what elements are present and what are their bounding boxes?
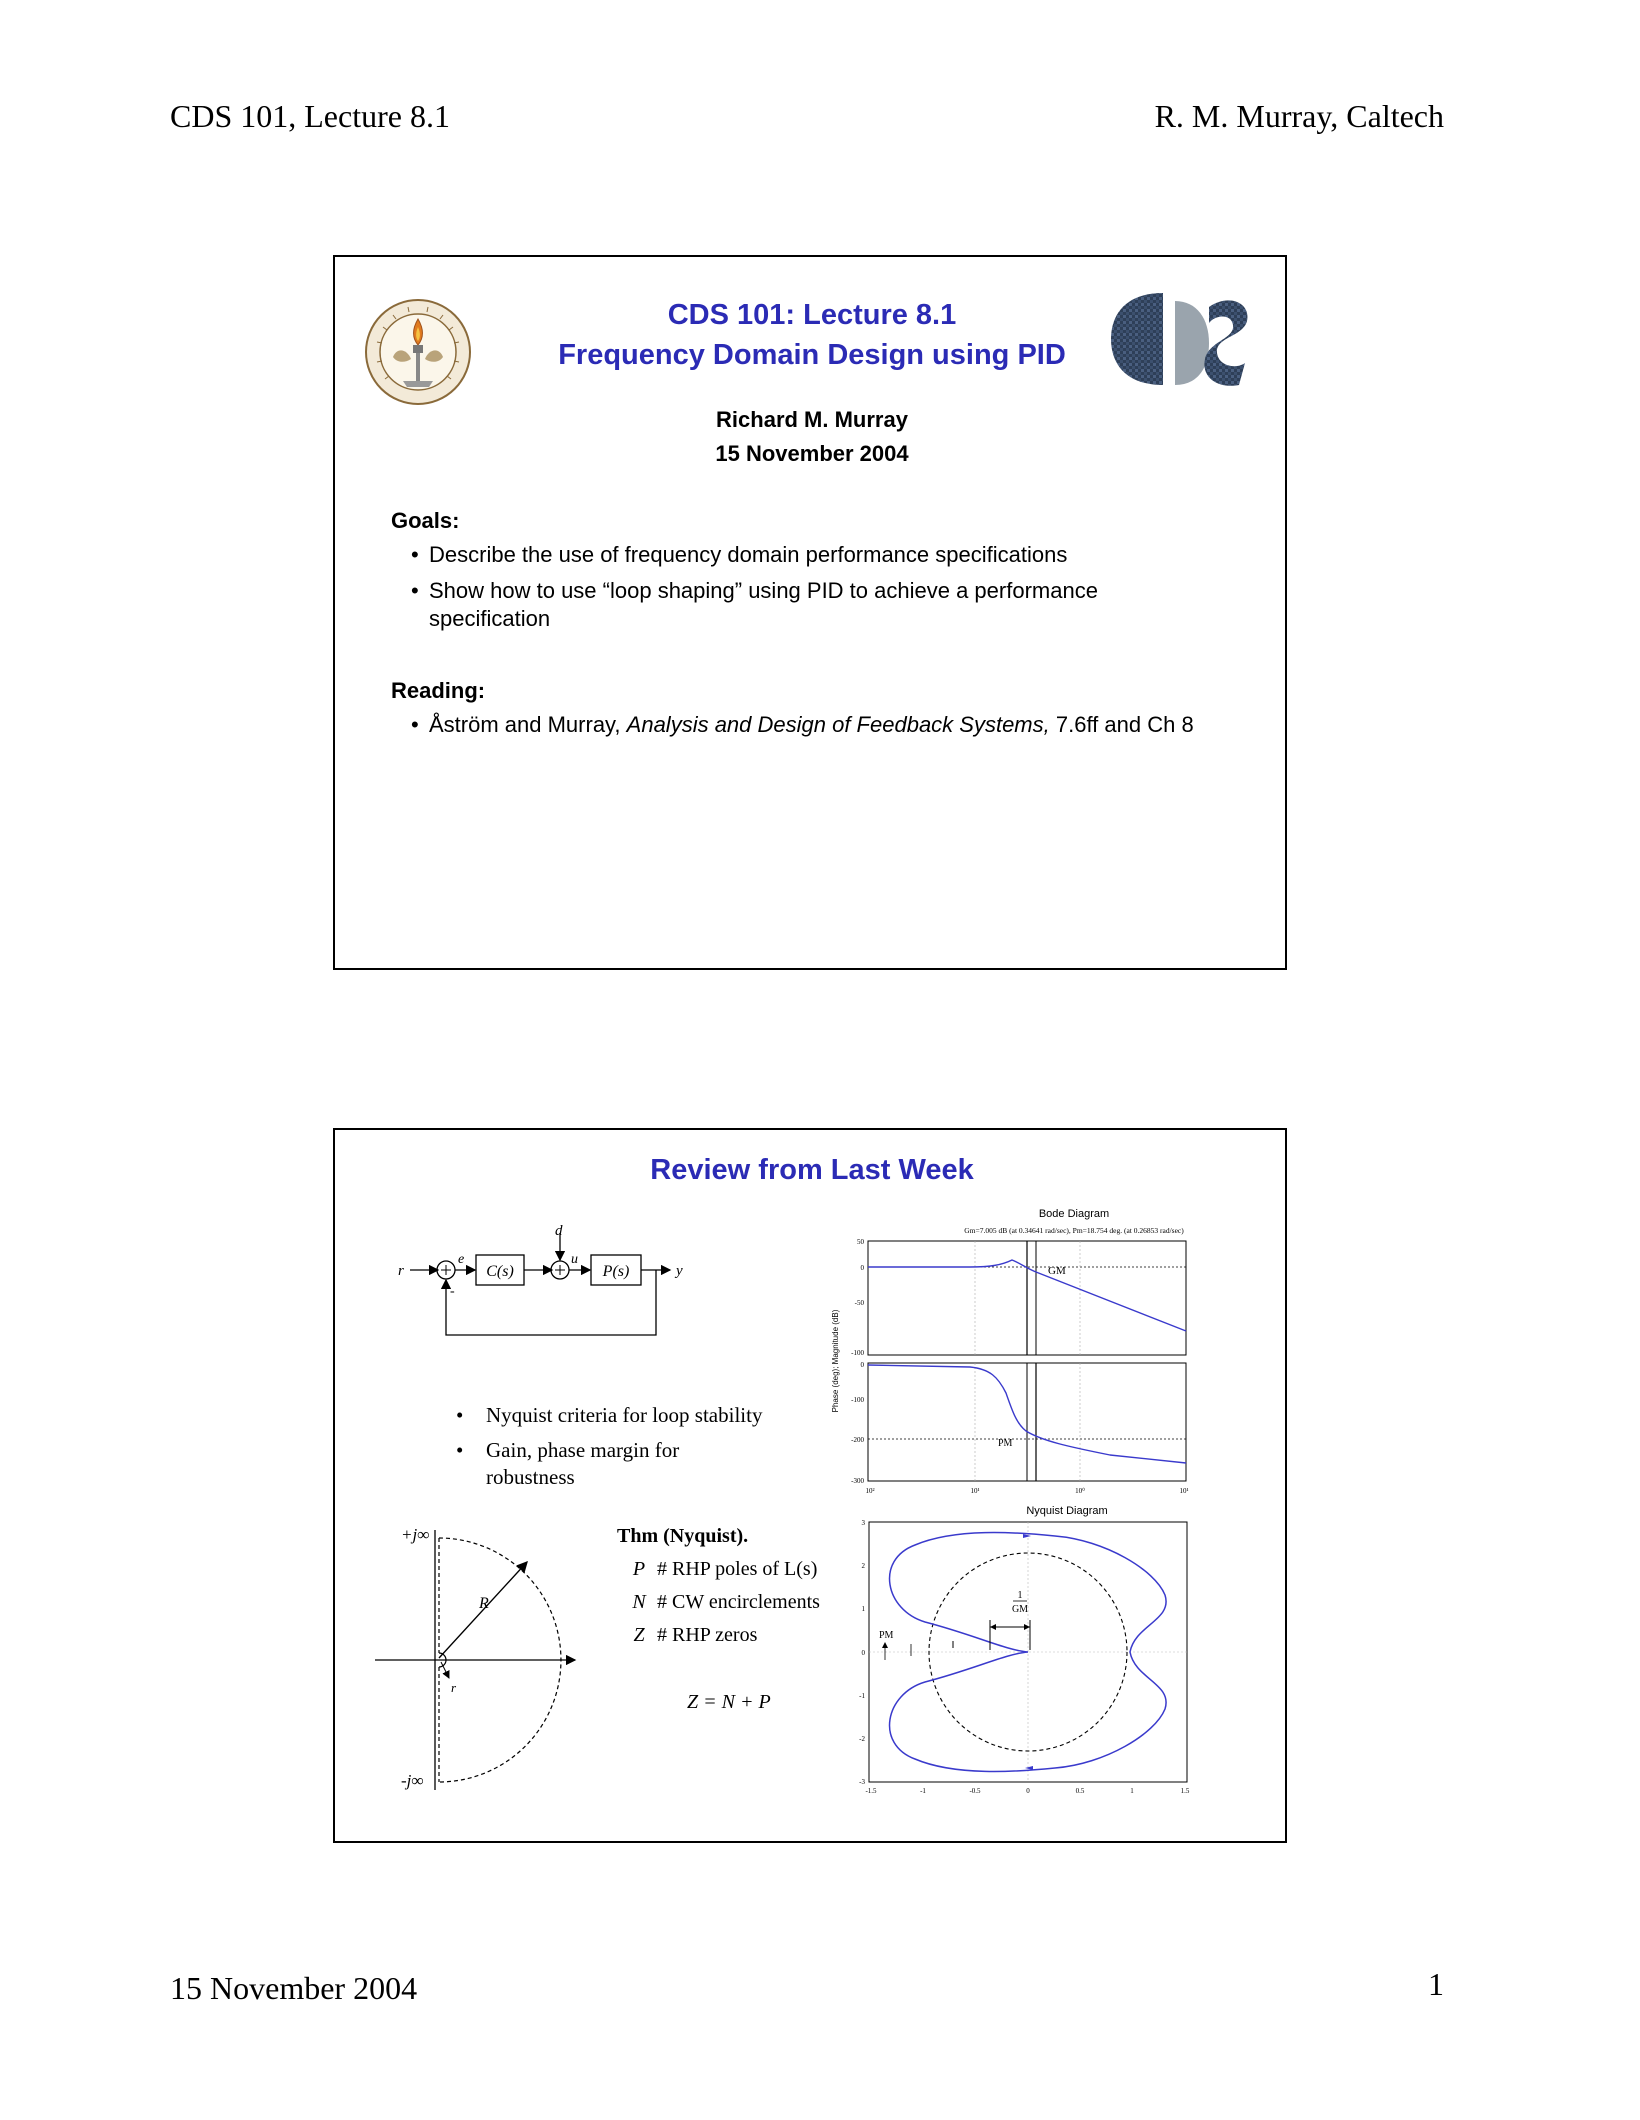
gain-margin-label: GM: [1048, 1265, 1066, 1277]
theorem-symbol: Z: [633, 1624, 645, 1646]
reading-heading: Reading:: [391, 678, 486, 703]
bode-diagram: [830, 1205, 1250, 1540]
bode-x-tick: 10²: [865, 1487, 875, 1495]
theorem-equation: Z = N + P: [687, 1691, 771, 1713]
nyquist-x-tick: -1: [920, 1787, 926, 1795]
mag-tick: -50: [854, 1299, 864, 1307]
slide-1-byline: [335, 403, 1289, 471]
signal-d-label: d: [555, 1225, 563, 1239]
plus-j-infinity-label: +j∞: [401, 1525, 430, 1544]
reading-prefix: Åström and Murray,: [429, 712, 627, 737]
nyquist-y-tick: -1: [859, 1692, 865, 1700]
slide-1-title-line1: CDS 101: Lecture 8.1: [667, 299, 957, 331]
nyquist-diagram: [855, 1500, 1255, 1805]
mag-tick: 50: [857, 1238, 864, 1246]
plant-block: P(s): [602, 1263, 630, 1280]
slide-1: [333, 255, 1287, 970]
nyquist-y-tick: 0: [861, 1649, 865, 1657]
phase-margin-label: PM: [998, 1438, 1013, 1449]
theorem-symbol: N: [632, 1591, 646, 1613]
slide-2-title: Review from Last Week: [650, 1154, 974, 1186]
nyquist-y-tick: 1: [861, 1605, 865, 1613]
goals-section: [391, 507, 1231, 641]
minus-j-infinity-label: -j∞: [401, 1771, 424, 1790]
goal-item: • Describe the use of frequency domain performance specifications: [411, 541, 1231, 569]
nyquist-x-tick: 1.5: [1180, 1787, 1190, 1795]
reading-item: [411, 711, 1229, 739]
slide-2: [333, 1128, 1287, 1843]
gm-fraction-denominator: GM: [1011, 1604, 1029, 1615]
phase-tick: -300: [851, 1477, 864, 1485]
theorem-symbol: P: [632, 1558, 646, 1580]
nyquist-x-tick: 0: [1026, 1787, 1030, 1795]
page-header-right: R. M. Murray, Caltech: [1154, 98, 1444, 134]
bode-x-tick: 10¹: [970, 1487, 980, 1495]
review-bullets: [460, 1402, 820, 1499]
phase-tick: -100: [851, 1396, 864, 1404]
reading-section: [391, 677, 1231, 747]
review-bullet: • Gain, phase margin for robustness: [460, 1437, 726, 1491]
phase-tick: -200: [851, 1436, 864, 1444]
controller-block: C(s): [486, 1263, 514, 1280]
page-footer-date: 15 November 2004: [170, 1970, 418, 2006]
bode-margins-subtitle: Gm=7.005 dB (at 0.34641 rad/sec), Pm=18.754 deg. (at 0.26853 rad/sec): [964, 1226, 1184, 1235]
reading-book-title: Analysis and Design of Feedback Systems,: [626, 712, 1050, 737]
bode-x-tick: 10¹: [1179, 1487, 1189, 1495]
nyquist-x-tick: -1.5: [865, 1787, 877, 1795]
nyquist-pm-label: PM: [879, 1630, 894, 1641]
radius-r-label: r: [451, 1680, 457, 1695]
minus-sign: -: [450, 1284, 455, 1299]
nyquist-x-tick: 0.5: [1075, 1787, 1085, 1795]
lecture-date: 15 November 2004: [715, 441, 909, 466]
theorem-desc: # RHP poles of L(s): [657, 1558, 818, 1580]
nyquist-contour-diagram: [375, 1520, 595, 1800]
author-name: Richard M. Murray: [716, 407, 908, 432]
page-number: 1: [1428, 1966, 1444, 2002]
nyquist-x-tick: -0.5: [969, 1787, 981, 1795]
theorem-desc: # RHP zeros: [657, 1624, 758, 1646]
reading-suffix: 7.6ff and Ch 8: [1049, 712, 1194, 737]
nyquist-title: Nyquist Diagram: [1026, 1505, 1108, 1517]
theorem-row: [617, 1619, 857, 1652]
signal-u-label: u: [571, 1252, 578, 1267]
nyquist-y-tick: -3: [859, 1778, 865, 1786]
phase-tick: 0: [860, 1361, 864, 1369]
review-bullet: • Nyquist criteria for loop stability: [460, 1402, 820, 1429]
signal-r-label: r: [398, 1263, 404, 1279]
radius-R-label: R: [479, 1595, 489, 1612]
goals-list: [411, 541, 1231, 633]
signal-e-label: e: [458, 1252, 465, 1267]
mag-tick: -100: [851, 1349, 864, 1357]
theorem-row: [617, 1553, 857, 1586]
theorem-row: [617, 1586, 857, 1619]
goals-heading: Goals:: [391, 508, 460, 533]
bode-title: Bode Diagram: [1038, 1208, 1110, 1220]
theorem-heading: Thm (Nyquist).: [617, 1525, 749, 1547]
feedback-block-diagram: [390, 1225, 690, 1375]
page-header-left: CDS 101, Lecture 8.1: [170, 98, 450, 134]
nyquist-theorem: [617, 1520, 857, 1719]
nyquist-x-tick: 1: [1130, 1787, 1134, 1795]
nyquist-y-tick: 3: [861, 1519, 865, 1527]
bode-y-axis-label: Phase (deg); Magnitude (dB): [831, 1309, 840, 1413]
nyquist-y-tick: -2: [859, 1735, 865, 1743]
bode-x-tick: 10⁰: [1075, 1487, 1085, 1495]
signal-y-label: y: [676, 1263, 683, 1279]
theorem-desc: # CW encirclements: [657, 1591, 820, 1613]
gm-fraction-numerator: 1: [1017, 1590, 1023, 1601]
nyquist-y-tick: 2: [861, 1562, 865, 1570]
goal-item: • Show how to use “loop shaping” using PID to achieve a performance specification: [411, 577, 1189, 633]
reading-list: [411, 711, 1231, 739]
mag-tick: 0: [860, 1264, 864, 1272]
slide-1-title: [335, 295, 1289, 375]
slide-1-title-line2: Frequency Domain Design using PID: [558, 339, 1066, 371]
